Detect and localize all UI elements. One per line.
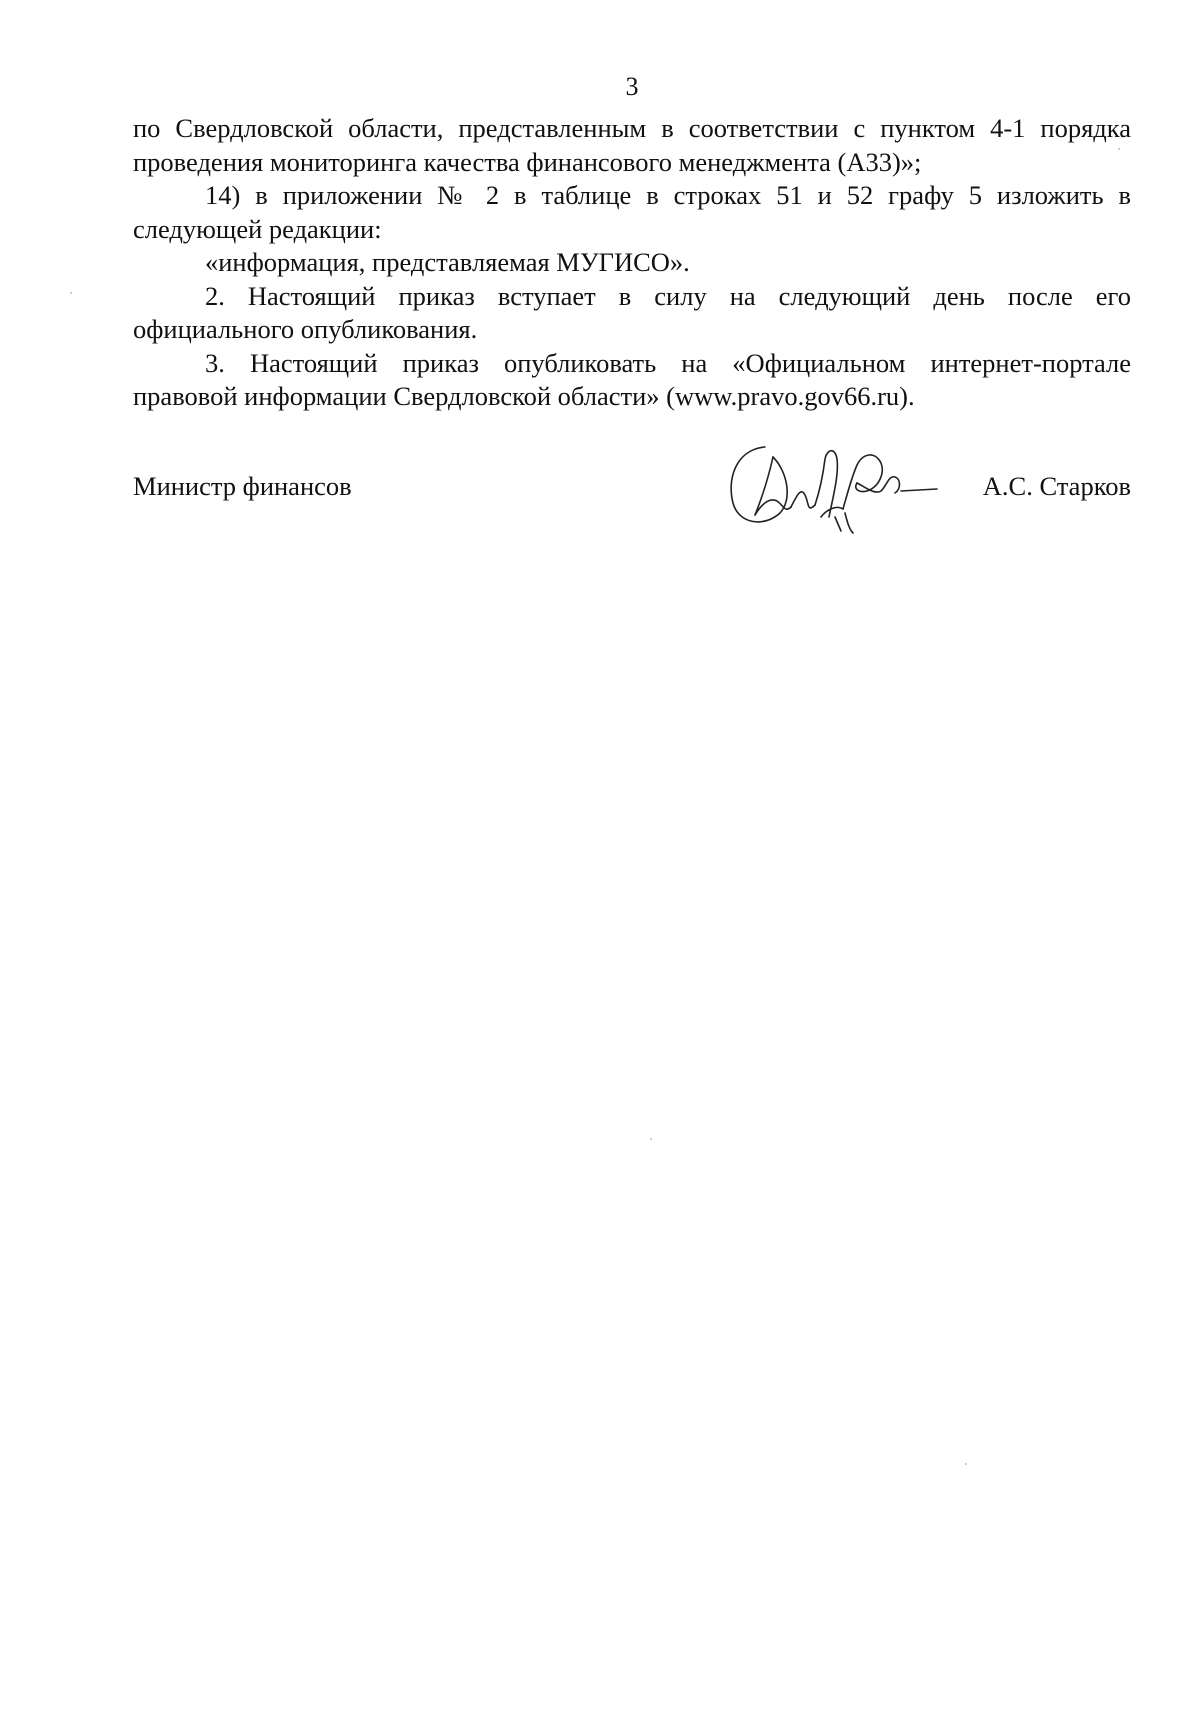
page-number: 3: [625, 72, 639, 101]
signature-block: [133, 470, 1131, 510]
paragraph-continuation: по Свердловской области, представленным в соответствии с пунктом 4-1 порядка проведения мониторинга качества финансового менеджмента (А33)»;: [133, 113, 1131, 177]
scan-speck: [70, 292, 72, 294]
paragraph-item-2: 2. Настоящий приказ вступает в силу на следующий день после его официального опубликования.: [133, 280, 1131, 344]
signatory-position: Министр финансов: [133, 471, 352, 501]
paragraph-item-14: 14) в приложении № 2 в таблице в строках 51 и 52 графу 5 изложить в следующей редакции:: [133, 180, 1131, 244]
document-body: [133, 112, 1131, 414]
paragraph-item-3: 3. Настоящий приказ опубликовать на «Официальном интернет-портале правовой информации Свердловской области» (www.pravo.gov66.ru).: [133, 347, 1131, 411]
signatory-name: А.С. Старков: [982, 471, 1131, 501]
handwritten-signature: [725, 435, 945, 535]
paragraph-quote: «информация, представляемая МУГИСО».: [205, 247, 690, 277]
scan-speck: [1118, 148, 1120, 150]
scan-speck: [650, 1138, 652, 1140]
scan-speck: [965, 1463, 967, 1465]
